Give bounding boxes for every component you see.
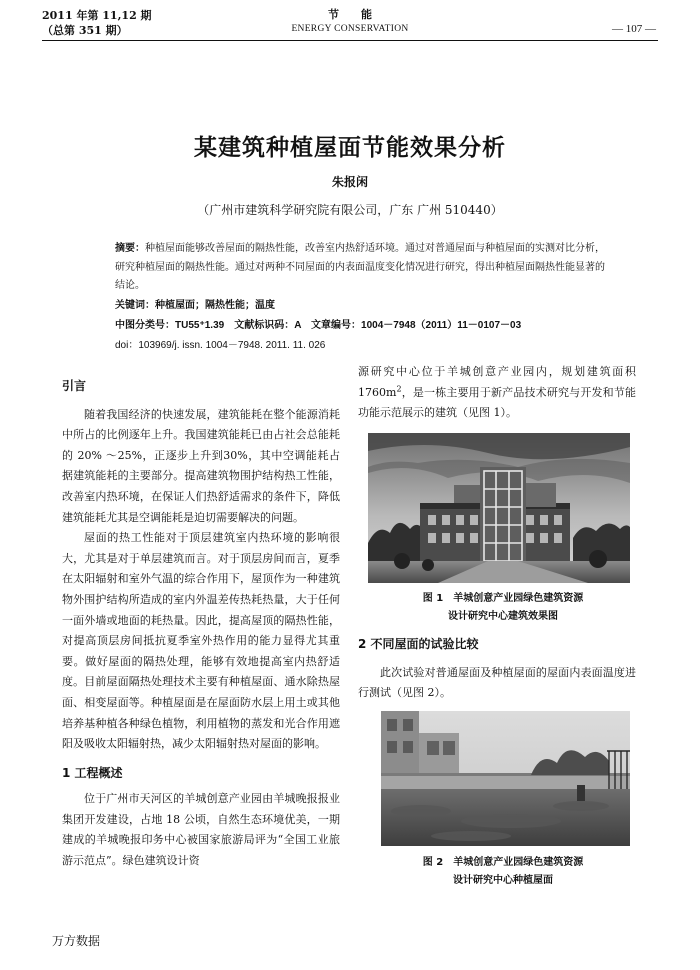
keywords-label: 关键词： <box>115 300 155 311</box>
intro-heading: 引言 <box>62 379 87 393</box>
abstract-text: 种植屋面能够改善屋面的隔热性能，改善室内热舒适环境。通过对普通屋面与种植屋面的实测对比分析，研究种植屋面的隔热性能。通过对两种不同屋面的内表面温度变化情况进行研究，得出种植屋面隔热性能显著的结论。 <box>115 243 605 291</box>
header-rule <box>42 40 658 41</box>
right-column-top <box>358 362 636 424</box>
project-area: 1760m <box>358 385 397 399</box>
left-column <box>62 376 340 872</box>
header-issue-number: 2011 年第 11,12 期 <box>42 9 152 22</box>
keywords <box>115 296 635 311</box>
figure-2-caption-line1: 图 2 羊城创意产业园绿色建筑资源 <box>422 857 584 868</box>
project-continuation-line1: 源研究中心位于羊城创意产业园内，规划建筑面积 <box>358 365 636 378</box>
section2-heading: 2 不同屋面的试验比较 <box>358 637 479 651</box>
figure-2-green-roof-photo <box>381 711 630 846</box>
section1-heading: 1 工程概述 <box>62 765 123 780</box>
header-issue-total: （总第 351 期） <box>42 24 128 37</box>
footer-watermark: 万方数据 <box>52 934 101 948</box>
classification: 中图分类号：TU55⁺1.39 文献标识码：A 文章编号：1004－7948（2011）11－0107－03 <box>115 320 522 331</box>
intro-paragraph-1: 随着我国经济的快速发展，建筑能耗在整个能源消耗中所占的比例逐年上升。我国建筑能耗已由占社会总能耗的 20% ～25%，正逐步上升到30%，其中空调能耗占据建筑能耗的主要部分。提高建筑物围护结构热工性能，改善室内热环境，在保证人们热舒适需求的条件下，降低建筑能耗尤其是空调能耗是迫切需要解决的问题。 <box>62 407 340 524</box>
abstract <box>115 240 605 296</box>
project-area-unit-sup: 2 <box>396 383 402 393</box>
project-continuation-rest: ，是一栋主要用于新产品技术研究与开发和节能功能示范展示的建筑（见图 1）。 <box>358 385 636 420</box>
intro-paragraph-2: 屋面的热工性能对于顶层建筑室内热环境的影响很大，尤其是对于单层建筑而言。对于顶层房间而言，夏季在太阳辐射和室外气温的综合作用下，屋顶作为一种建筑物外围护结构所造成的室内外温差传热耗热量，大于任何一面外墙或地面的耗热量。因此，提高屋顶的隔热性能，对提高顶层房间抵抗夏季室外热作用的能力显得尤其重要。做好屋面的隔热处理，能够有效地提高室内热舒适度。目前屋面隔热处理技术主要有种植屋面、通水除热屋面、相变屋面等。种植屋面是在屋面防水层上用土或其他培养基种植各种绿色植物，利用植物的蒸发和光合作用遮阳及吸收太阳辐射热，减少太阳辐射热对屋面的影响。 <box>62 531 340 751</box>
figure-1-caption <box>358 590 648 626</box>
figure-2-caption <box>358 854 648 890</box>
header-journal <box>0 8 700 36</box>
header-page-number: — 107 — <box>612 23 656 35</box>
article-title: 某建筑种植屋面节能效果分析 <box>194 134 506 161</box>
article-author: 朱报闲 <box>331 175 368 189</box>
section2-paragraph-1: 此次试验对普通屋面及种植屋面的屋面内表面温度进行测试（见图 2）。 <box>358 665 636 700</box>
keywords-text: 种植屋面；隔热性能；温度 <box>155 300 275 311</box>
doi: doi：103969/j. issn. 1004－7948. 2011. 11. 026 <box>115 340 326 351</box>
project-continuation <box>358 362 636 424</box>
figure-2-caption-line2: 设计研究中心种植屋面 <box>453 875 553 886</box>
figure-1-caption-line2: 设计研究中心建筑效果图 <box>448 611 558 622</box>
figure-1-caption-line1: 图 1 羊城创意产业园绿色建筑资源 <box>422 593 584 604</box>
article-affiliation: （广州市建筑科学研究院有限公司，广东 广州 510440） <box>197 203 503 217</box>
section1-paragraph-1: 位于广州市天河区的羊城创意产业园由羊城晚报报业集团开发建设，占地 18 公顷，自然生态环境优美，一期建成的羊城晚报印务中心被国家旅游局评为“全国工业旅游示范点”。绿色建筑设计资 <box>62 792 340 868</box>
header-journal-en: ENERGY CONSERVATION <box>291 24 409 34</box>
right-column-section2 <box>358 634 636 704</box>
header-journal-cn: 节能 <box>328 8 394 21</box>
figure-1-building-photo <box>368 433 630 583</box>
abstract-label: 摘要： <box>115 243 145 254</box>
